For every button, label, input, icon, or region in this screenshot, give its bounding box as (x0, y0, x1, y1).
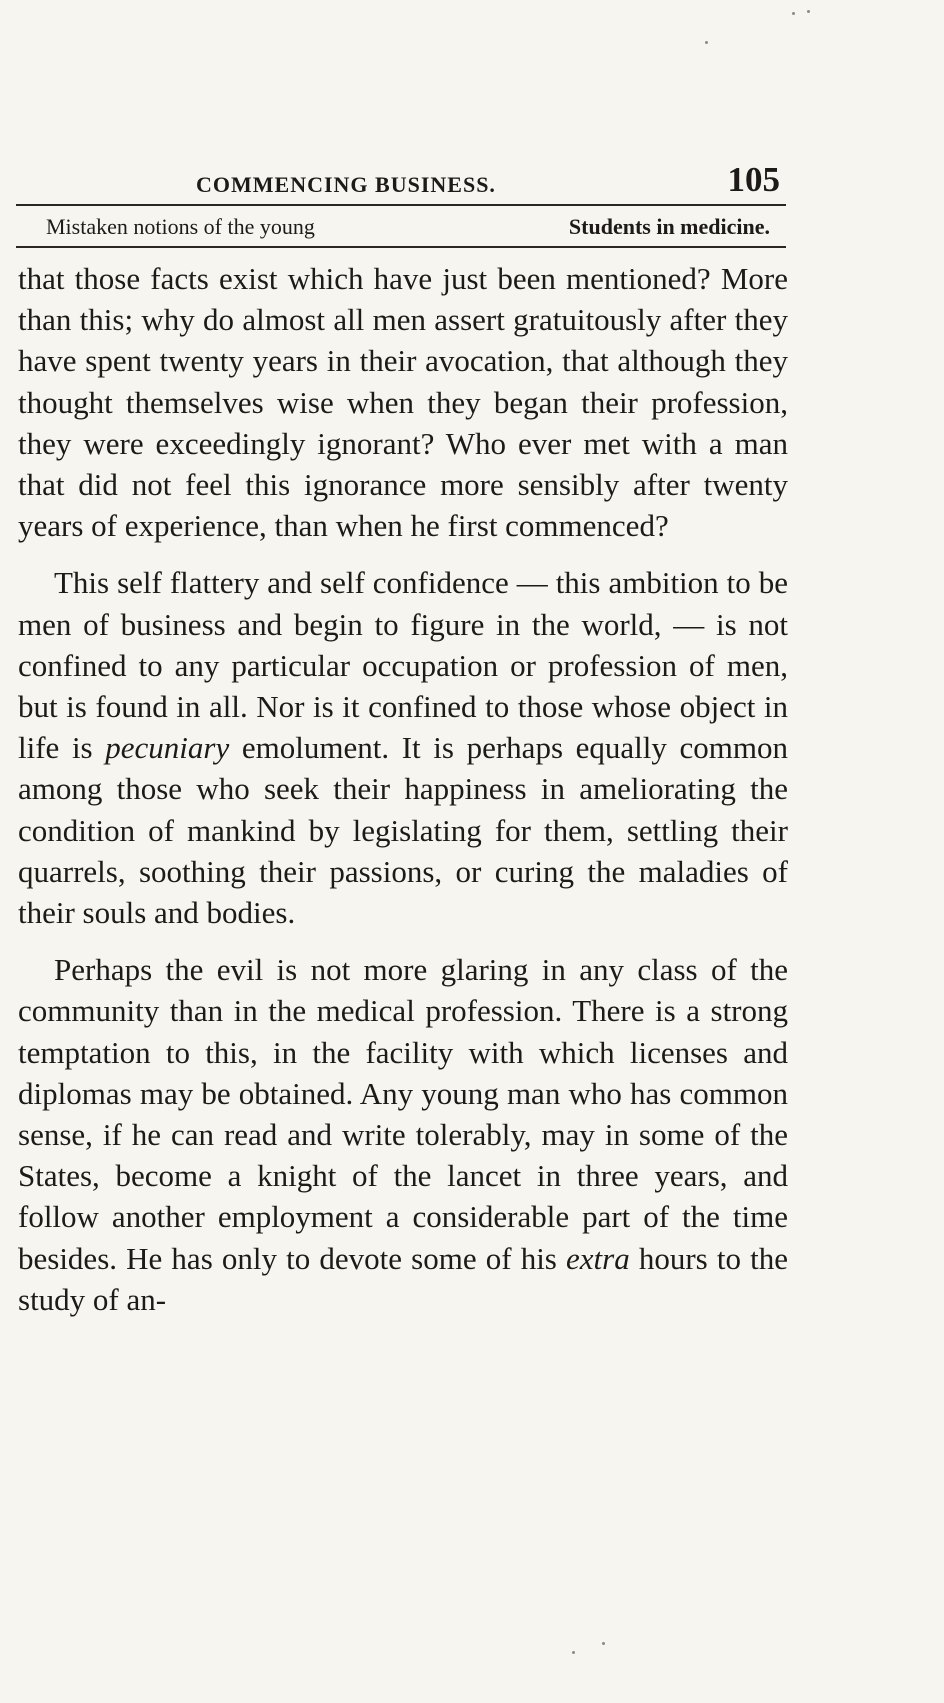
section-subheaders (30, 214, 770, 242)
subheader-left: Mistaken notions of the young (46, 214, 315, 239)
page-body (18, 258, 788, 1320)
subheader-right: Students in medicine. (568, 214, 770, 239)
paper-speck (705, 41, 708, 44)
paragraph-3-tail: hours to the study of an- (18, 1240, 789, 1317)
paragraph-1 (18, 258, 788, 546)
running-title: COMMENCING BUSINESS. (196, 172, 496, 197)
paragraph-3-text: Perhaps the evil is not more glaring in any class of the community than in the medical profession. There is a strong temptation to this, in the facility with which licenses and diplomas may be obtained. Any young man who has common sense, if he can read and write tolerably, may in some of the States, become a knight of the lancet in three years, and follow another employment a considerable part of the time besides. He has only to devote some of his (18, 952, 788, 1276)
paragraph-3-emphasis: extra (566, 1240, 630, 1276)
page-header (16, 160, 786, 200)
paragraph-2 (18, 562, 788, 933)
paper-speck (807, 10, 810, 13)
paragraph-2-text: This self flattery and self confidence — this ambition to be men of business and begin to figure in the world, — is not confined to any particular occupation or profession of men, but is found in all. Nor is it confined to those whose object in life is (18, 565, 788, 766)
paragraph-2-emphasis: pecuniary (105, 730, 230, 766)
paper-speck (572, 1651, 575, 1654)
paper-speck (602, 1642, 605, 1645)
header-rule-bottom (16, 246, 786, 248)
paragraph-1-text: that those facts exist which have just been mentioned? More than this; why do almost all men assert gratuitously after they have spent twenty years in their avocation, that although they thought themselves wise when they began their profession, they were exceedingly ignorant? Who ever met with a man that did not feel this ignorance more sensibly after twenty years of experience, than when he first commenced? (18, 261, 788, 544)
paper-speck (792, 12, 795, 15)
paragraph-3 (18, 949, 788, 1320)
header-rule-top (16, 204, 786, 206)
page-number: 105 (727, 160, 780, 199)
paragraph-2-tail: emolument. It is perhaps equally common among those who seek their happiness in ameliorating the condition of mankind by legislating for them, settling their quarrels, soothing their passions, or curing the maladies of their souls and bodies. (18, 730, 788, 931)
